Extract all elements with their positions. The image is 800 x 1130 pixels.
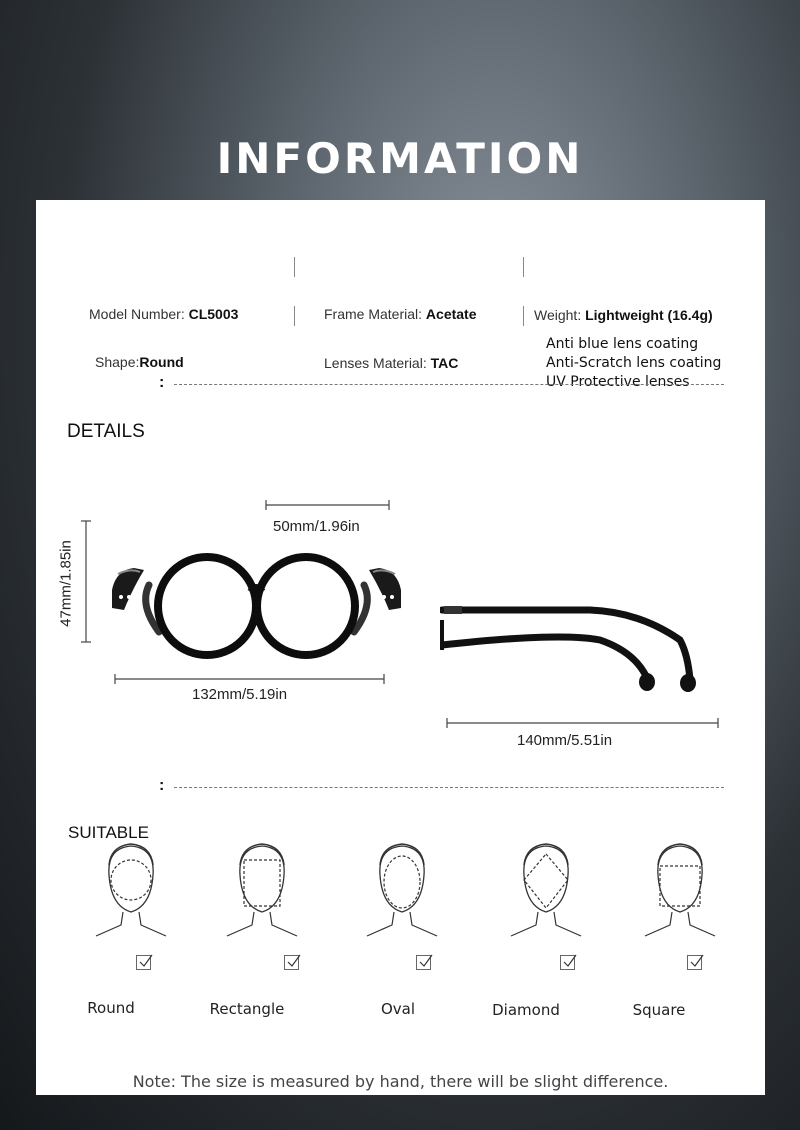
divider xyxy=(294,257,295,277)
rectangle-checkbox[interactable] xyxy=(284,955,299,970)
square-checkbox[interactable] xyxy=(687,955,702,970)
spec-shape-label: Shape: xyxy=(95,354,140,370)
info-card xyxy=(36,200,765,1095)
face-shape-label-round: Round xyxy=(87,999,135,1017)
divider xyxy=(523,306,524,326)
separator-dot: : xyxy=(159,777,165,794)
glasses-side-view xyxy=(440,600,702,700)
spec-model xyxy=(89,306,238,322)
spec-shape xyxy=(95,354,184,370)
glasses-front-view xyxy=(104,550,409,662)
oval-checkbox[interactable] xyxy=(416,955,431,970)
spec-lenses-label: Lenses Material: xyxy=(324,355,431,371)
divider xyxy=(523,257,524,277)
feature-item: Anti-Scratch lens coating xyxy=(546,355,722,371)
measurement-note: Note: The size is measured by hand, there will be slight difference. xyxy=(132,1072,669,1091)
spec-frame xyxy=(324,306,477,322)
spec-model-value: CL5003 xyxy=(188,306,239,322)
rectangle-face-icon xyxy=(222,840,302,945)
spec-lenses-value: TAC xyxy=(430,355,459,371)
divider xyxy=(294,306,295,326)
check-icon xyxy=(689,954,704,969)
spec-model-label: Model Number: xyxy=(89,306,189,322)
face-shape-label-diamond: Diamond xyxy=(492,1001,560,1019)
spec-weight xyxy=(534,307,713,323)
page-title: INFORMATION xyxy=(216,134,584,183)
face-shape-label-oval: Oval xyxy=(380,1000,416,1018)
dashed-separator xyxy=(174,384,724,385)
check-icon xyxy=(418,954,433,969)
lens-height-dimension-line xyxy=(80,520,92,644)
lens-width-label: 50mm/1.96in xyxy=(273,518,360,535)
face-shape-label-rectangle: Rectangle xyxy=(209,1000,285,1018)
temple-length-dimension-line xyxy=(446,717,720,729)
feature-item: Anti blue lens coating xyxy=(546,336,699,352)
spec-shape-value: Round xyxy=(139,354,184,370)
spec-weight-label: Weight: xyxy=(534,307,586,323)
dashed-separator xyxy=(174,787,724,788)
diamond-checkbox[interactable] xyxy=(560,955,575,970)
square-face-icon xyxy=(640,840,720,945)
diamond-face-icon xyxy=(506,840,586,945)
temple-length-label: 140mm/5.51in xyxy=(517,732,613,749)
oval-face-icon xyxy=(362,840,442,945)
spec-weight-value: Lightweight (16.4g) xyxy=(585,307,713,323)
spec-frame-label: Frame Material: xyxy=(324,306,426,322)
round-face-icon xyxy=(91,840,171,945)
check-icon xyxy=(286,954,301,969)
round-checkbox[interactable] xyxy=(136,955,151,970)
face-shape-label-square: Square xyxy=(632,1001,686,1019)
spec-frame-value: Acetate xyxy=(425,306,477,322)
feature-item: UV Protective lenses xyxy=(546,374,690,390)
suitable-title: SUITABLE xyxy=(68,823,149,842)
separator-dot: : xyxy=(159,374,165,391)
check-icon xyxy=(562,954,577,969)
spec-lenses xyxy=(324,355,458,371)
frame-width-dimension-line xyxy=(114,673,386,685)
details-title: DETAILS xyxy=(67,421,145,442)
check-icon xyxy=(138,954,153,969)
frame-width-label: 132mm/5.19in xyxy=(192,686,288,703)
lens-width-dimension-line xyxy=(265,499,391,511)
lens-height-label: 47mm/1.85in xyxy=(57,540,75,627)
